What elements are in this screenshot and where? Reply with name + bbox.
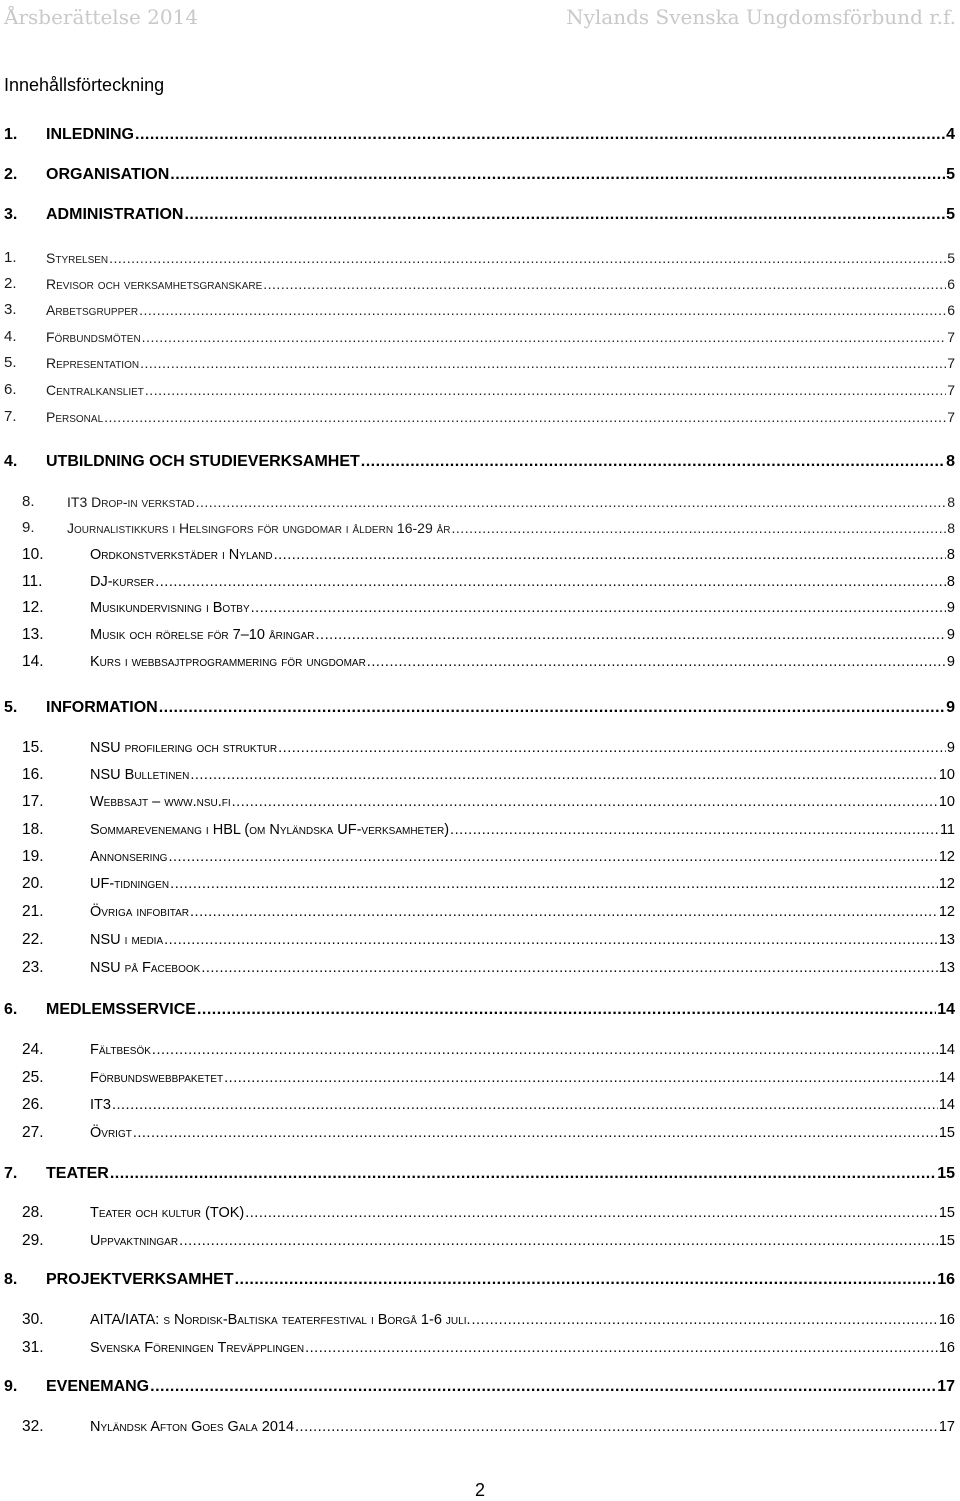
toc-dot-leader (190, 763, 938, 787)
toc-chapter-row[interactable] (0, 696, 960, 720)
toc-section-row[interactable] (0, 1308, 960, 1332)
toc-entry-page: 16 (937, 1271, 955, 1288)
toc-entry-number: 12. (22, 599, 44, 616)
toc-entry-line (46, 696, 955, 720)
toc-chapter-row[interactable] (0, 450, 960, 474)
toc-entry-line (90, 872, 955, 896)
toc-entry-title[interactable]: UTBILDNING OCH STUDIEVERKSAMHET (46, 453, 360, 470)
toc-entry-page: 9 (946, 654, 955, 670)
toc-dot-leader (224, 1066, 938, 1090)
toc-entry-line (90, 928, 955, 952)
toc-entry-title[interactable]: INLEDNING (46, 126, 134, 143)
toc-entry-line (90, 956, 955, 980)
toc-entry-title[interactable]: Förbundswebbpaketet (90, 1070, 224, 1086)
toc-dot-leader (452, 516, 947, 540)
toc-entry-line (90, 1415, 955, 1439)
toc-entry-title[interactable]: DJ-kurser (90, 574, 155, 590)
toc-dot-leader (164, 928, 938, 952)
toc-entry-line (46, 998, 955, 1022)
toc-entry-title[interactable]: Webbsajt – www.nsu.fi (90, 794, 231, 810)
toc-entry-line (46, 378, 955, 402)
toc-entry-title[interactable]: Sommarevenemang i HBL (om Nyländska UF-verksamheter) (90, 822, 450, 838)
toc-entry-number: 13. (22, 626, 44, 643)
toc-entry-title[interactable]: MEDLEMSSERVICE (46, 1001, 196, 1018)
toc-entry-line (90, 543, 955, 567)
toc-entry-line (46, 1375, 955, 1399)
toc-dot-leader (274, 543, 946, 567)
toc-entry-line (46, 163, 955, 187)
toc-entry-page: 13 (938, 960, 955, 976)
toc-entry-line (46, 272, 955, 296)
toc-chapter-row[interactable] (0, 998, 960, 1022)
toc-entry-page: 10 (938, 794, 955, 810)
toc-entry-number: 9. (4, 1378, 18, 1395)
toc-dot-leader (168, 845, 937, 869)
toc-entry-page: 7 (947, 329, 955, 345)
toc-entry-page: 5 (947, 250, 955, 266)
toc-heading: Innehållsförteckning (4, 75, 165, 95)
toc-entry-page: 8 (946, 547, 955, 563)
toc-entry-number: 15. (22, 739, 44, 756)
toc-entry-title[interactable]: Representation (46, 355, 140, 371)
toc-entry-line (46, 351, 955, 375)
toc-entry-page: 14 (938, 1070, 955, 1086)
toc-entry-number: 8. (4, 1271, 18, 1288)
toc-entry-title[interactable]: Förbundsmöten (46, 329, 141, 345)
toc-dot-leader (235, 1268, 937, 1292)
toc-section-row[interactable] (0, 246, 960, 270)
toc-entry-title[interactable]: Centralkansliet (46, 382, 144, 398)
toc-entry-line (67, 490, 955, 514)
toc-entry-number: 7. (4, 1165, 18, 1182)
toc-dot-leader (361, 450, 945, 474)
toc-dot-leader (155, 570, 946, 594)
toc-entry-page: 5 (946, 206, 955, 223)
toc-dot-leader (110, 1162, 936, 1186)
toc-entry-page: 15 (938, 1125, 955, 1141)
toc-dot-leader (179, 1229, 938, 1253)
toc-entry-line (46, 123, 955, 147)
toc-section-row[interactable] (0, 1201, 960, 1225)
toc-entry-page: 10 (938, 767, 955, 783)
toc-section-row[interactable] (0, 298, 960, 322)
toc-entry-title[interactable]: Övrigt (90, 1125, 132, 1141)
toc-entry-title[interactable]: UF-tidningen (90, 876, 170, 892)
toc-dot-leader (251, 596, 946, 620)
toc-entry-number: 3. (4, 206, 18, 223)
toc-entry-line (90, 900, 955, 924)
toc-entry-line (90, 596, 955, 620)
toc-entry-page: 7 (947, 382, 955, 398)
toc-entry-page: 9 (946, 740, 955, 756)
toc-entry-line (90, 736, 955, 760)
toc-dot-leader (184, 203, 945, 227)
toc-entry-number: 5. (4, 354, 17, 371)
toc-entry-title[interactable]: Styrelsen (46, 250, 109, 266)
toc-section-row[interactable] (0, 650, 960, 674)
toc-entry-line (90, 1201, 955, 1225)
toc-entry-number: 21. (22, 903, 44, 920)
toc-entry-number: 24. (22, 1041, 44, 1058)
toc-entry-title[interactable]: EVENEMANG (46, 1378, 150, 1395)
toc-entry-title[interactable]: NSU på Facebook (90, 960, 201, 976)
toc-entry-title[interactable]: IT3 (90, 1097, 111, 1113)
toc-entry-line (67, 516, 955, 540)
toc-entry-title[interactable]: Fältbesök (90, 1042, 151, 1058)
toc-entry-title[interactable]: TEATER (46, 1165, 109, 1182)
toc-entry-number: 31. (22, 1339, 44, 1356)
toc-dot-leader (135, 123, 945, 147)
header-organization-name: Nylands Svenska Ungdomsförbund r.f. (566, 5, 956, 29)
toc-section-row[interactable] (0, 1121, 960, 1145)
toc-entry-page: 6 (947, 276, 955, 292)
toc-dot-leader (232, 790, 938, 814)
toc-section-row[interactable] (0, 900, 960, 924)
toc-entry-number: 19. (22, 848, 44, 865)
toc-section-row[interactable] (0, 623, 960, 647)
toc-dot-leader (133, 1121, 938, 1145)
toc-section-row[interactable] (0, 1336, 960, 1360)
toc-section-row[interactable] (0, 378, 960, 402)
toc-chapter-row[interactable] (0, 203, 960, 227)
toc-entry-page: 13 (938, 932, 955, 948)
toc-entry-page: 7 (947, 409, 955, 425)
toc-entry-line (46, 450, 955, 474)
toc-entry-line (46, 1162, 955, 1186)
toc-entry-line (90, 650, 955, 674)
toc-entry-line (46, 1268, 955, 1292)
toc-dot-leader (112, 1093, 938, 1117)
toc-entry-page: 8 (947, 494, 955, 510)
toc-chapter-row[interactable] (0, 163, 960, 187)
toc-section-row[interactable] (0, 570, 960, 594)
toc-entry-number: 7. (4, 408, 17, 425)
toc-entry-page: 4 (946, 126, 955, 143)
toc-entry-line (90, 1121, 955, 1145)
toc-entry-page: 17 (937, 1378, 955, 1395)
toc-entry-title[interactable]: PROJEKTVERKSAMHET (46, 1271, 234, 1288)
toc-section-row[interactable] (0, 516, 960, 540)
toc-entry-number: 1. (4, 249, 17, 266)
toc-entry-title[interactable]: Revisor och verksamhetsgranskare (46, 276, 263, 292)
toc-section-row[interactable] (0, 596, 960, 620)
toc-entry-title[interactable]: NSU profilering och struktur (90, 740, 278, 756)
toc-dot-leader (109, 246, 946, 270)
toc-dot-leader (145, 378, 946, 402)
toc-dot-leader (450, 818, 939, 842)
toc-dot-leader (472, 1308, 938, 1332)
toc-entry-number: 5. (4, 699, 18, 716)
toc-entry-number: 4. (4, 328, 17, 345)
toc-entry-number: 25. (22, 1069, 44, 1086)
toc-section-row[interactable] (0, 351, 960, 375)
toc-entry-title[interactable]: INFORMATION (46, 699, 158, 716)
toc-section-row[interactable] (0, 490, 960, 514)
toc-section-row[interactable] (0, 1415, 960, 1439)
toc-entry-number: 17. (22, 793, 44, 810)
toc-entry-title[interactable]: Kurs i webbsajtprogrammering för ungdomar (90, 654, 366, 670)
toc-entry-number: 14. (22, 653, 44, 670)
toc-entry-page: 7 (947, 355, 955, 371)
toc-entry-line (90, 1308, 955, 1332)
toc-entry-title[interactable]: Journalistikkurs i Helsingfors för ungdomar i åldern 16-29 år (67, 520, 451, 536)
toc-section-row[interactable] (0, 405, 960, 429)
toc-dot-leader (367, 650, 946, 674)
toc-dot-leader (263, 272, 946, 296)
toc-chapter-row[interactable] (0, 1162, 960, 1186)
toc-entry-line (46, 298, 955, 322)
toc-dot-leader (140, 351, 946, 375)
toc-entry-line (90, 1038, 955, 1062)
toc-entry-title[interactable]: Nyländsk Afton Goes Gala 2014 (90, 1419, 295, 1435)
toc-entry-number: 2. (4, 275, 17, 292)
toc-entry-line (90, 570, 955, 594)
toc-entry-line (46, 405, 955, 429)
toc-section-row[interactable] (0, 872, 960, 896)
toc-entry-line (90, 818, 955, 842)
toc-entry-line (46, 203, 955, 227)
toc-entry-title[interactable]: NSU Bulletinen (90, 767, 190, 783)
toc-section-row[interactable] (0, 790, 960, 814)
toc-entry-title[interactable]: Ordkonstverkstäder i Nyland (90, 547, 273, 563)
toc-entry-line (90, 790, 955, 814)
toc-entry-page: 6 (947, 302, 955, 318)
toc-entry-page: 9 (946, 627, 955, 643)
toc-entry-title[interactable]: Personal (46, 409, 104, 425)
toc-entry-number: 16. (22, 766, 44, 783)
toc-dot-leader (152, 1038, 938, 1062)
toc-dot-leader (159, 696, 945, 720)
toc-entry-title[interactable]: NSU i media (90, 932, 164, 948)
toc-entry-page: 16 (938, 1340, 955, 1356)
toc-entry-title[interactable]: Arbetsgrupper (46, 302, 139, 318)
toc-entry-page: 9 (946, 699, 955, 716)
toc-section-row[interactable] (0, 763, 960, 787)
toc-entry-title[interactable]: Musikundervisning i Botby (90, 600, 250, 616)
toc-entry-line (90, 623, 955, 647)
toc-entry-page: 8 (946, 453, 955, 470)
toc-section-row[interactable] (0, 1093, 960, 1117)
toc-entry-number: 28. (22, 1204, 44, 1221)
toc-entry-line (90, 1336, 955, 1360)
toc-section-row[interactable] (0, 1038, 960, 1062)
toc-chapter-row[interactable] (0, 123, 960, 147)
toc-entry-page: 8 (947, 520, 955, 536)
toc-section-row[interactable] (0, 543, 960, 567)
toc-dot-leader (139, 298, 946, 322)
toc-dot-leader (197, 998, 936, 1022)
toc-entry-number: 23. (22, 959, 44, 976)
header-report-title: Årsberättelse 2014 (4, 5, 199, 29)
toc-entry-line (46, 325, 955, 349)
toc-entry-title[interactable]: ADMINISTRATION (46, 206, 184, 223)
toc-entry-page: 12 (938, 849, 955, 865)
toc-entry-page: 9 (946, 600, 955, 616)
toc-entry-page: 14 (937, 1001, 955, 1018)
toc-chapter-row[interactable] (0, 1268, 960, 1292)
toc-entry-page: 12 (938, 904, 955, 920)
toc-dot-leader (278, 736, 946, 760)
toc-entry-number: 6. (4, 1001, 18, 1018)
toc-entry-number: 29. (22, 1232, 44, 1249)
toc-entry-title[interactable]: Musik och rörelse för 7–10 åringar (90, 627, 315, 643)
toc-entry-number: 20. (22, 875, 44, 892)
toc-chapter-row[interactable] (0, 1375, 960, 1399)
toc-entry-line (46, 246, 955, 270)
toc-entry-number: 26. (22, 1096, 44, 1113)
toc-dot-leader (295, 1415, 938, 1439)
toc-entry-number: 11. (22, 573, 43, 590)
toc-entry-title[interactable]: ORGANISATION (46, 166, 170, 183)
toc-dot-leader (150, 1375, 936, 1399)
toc-entry-title[interactable]: Annonsering (90, 849, 168, 865)
toc-section-row[interactable] (0, 1229, 960, 1253)
toc-entry-number: 4. (4, 453, 18, 470)
toc-entry-number: 18. (22, 821, 44, 838)
toc-entry-number: 22. (22, 931, 44, 948)
toc-dot-leader (245, 1201, 938, 1225)
toc-entry-number: 30. (22, 1311, 44, 1328)
toc-entry-page: 12 (938, 876, 955, 892)
toc-entry-number: 2. (4, 166, 18, 183)
toc-dot-leader (170, 163, 945, 187)
toc-entry-page: 15 (938, 1205, 955, 1221)
toc-entry-title[interactable]: IT3 Drop-in verkstad (67, 494, 195, 510)
toc-dot-leader (104, 405, 946, 429)
toc-entry-number: 10. (22, 546, 44, 563)
toc-entry-number: 27. (22, 1124, 44, 1141)
toc-entry-page: 14 (938, 1097, 955, 1113)
toc-entry-line (90, 763, 955, 787)
toc-section-row[interactable] (0, 845, 960, 869)
toc-entry-page: 16 (938, 1312, 955, 1328)
toc-entry-page: 17 (938, 1419, 955, 1435)
toc-section-row[interactable] (0, 956, 960, 980)
toc-dot-leader (170, 872, 938, 896)
toc-entry-line (90, 845, 955, 869)
toc-section-row[interactable] (0, 325, 960, 349)
page-number: 2 (474, 1480, 485, 1500)
toc-section-row[interactable] (0, 272, 960, 296)
toc-entry-page: 11 (939, 822, 955, 838)
toc-section-row[interactable] (0, 928, 960, 952)
toc-entry-number: 32. (22, 1418, 44, 1435)
toc-entry-number: 6. (4, 381, 17, 398)
toc-entry-number: 3. (4, 301, 17, 318)
toc-entry-title[interactable]: Svenska Föreningen Treväpplingen (90, 1340, 305, 1356)
toc-entry-page: 8 (946, 574, 955, 590)
toc-dot-leader (201, 956, 938, 980)
toc-entry-page: 5 (946, 166, 955, 183)
toc-section-row[interactable] (0, 1066, 960, 1090)
toc-entry-page: 15 (937, 1165, 955, 1182)
toc-dot-leader (142, 325, 947, 349)
toc-entry-number: 8. (22, 493, 35, 510)
toc-entry-page: 15 (938, 1233, 955, 1249)
toc-entry-line (90, 1093, 955, 1117)
toc-entry-title[interactable]: Övriga infobitar (90, 904, 190, 920)
toc-section-row[interactable] (0, 736, 960, 760)
toc-entry-line (90, 1066, 955, 1090)
toc-section-row[interactable] (0, 818, 960, 842)
toc-entry-title[interactable]: AITA/IATA: s Nordisk-Baltiska teaterfestival i Borgå 1-6 juli. (90, 1312, 471, 1328)
toc-entry-number: 1. (4, 126, 18, 143)
toc-entry-title[interactable]: Uppvaktningar (90, 1233, 179, 1249)
toc-entry-page: 14 (938, 1042, 955, 1058)
toc-dot-leader (305, 1336, 938, 1360)
toc-entry-number: 9. (22, 519, 35, 536)
toc-dot-leader (316, 623, 946, 647)
toc-entry-line (90, 1229, 955, 1253)
toc-dot-leader (196, 490, 947, 514)
toc-entry-title[interactable]: Teater och kultur (TOK) (90, 1205, 245, 1221)
toc-dot-leader (190, 900, 938, 924)
